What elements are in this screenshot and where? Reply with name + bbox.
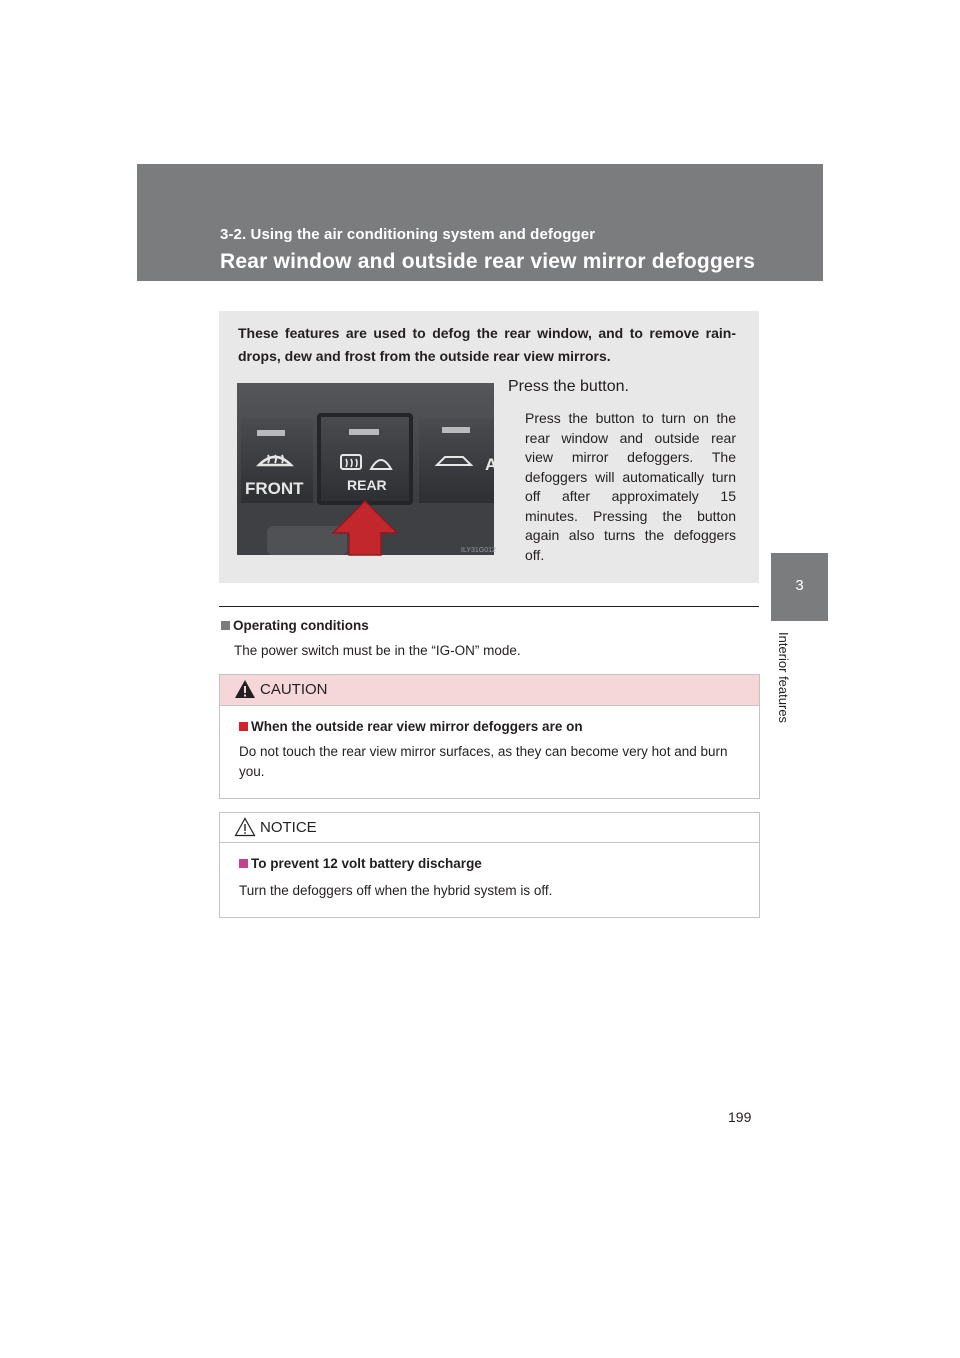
notice-text: Turn the defoggers off when the hybrid system is off.	[239, 883, 553, 898]
notice-label: NOTICE	[260, 819, 317, 836]
square-bullet-icon	[239, 722, 248, 731]
notice-subtitle	[239, 856, 482, 871]
chapter-tab	[771, 553, 828, 621]
caution-subtitle	[239, 719, 583, 734]
caution-text: Do not touch the rear view mirror surfaces, as they can become very hot and burn you.	[239, 744, 728, 779]
section-title: 3-2. Using the air conditioning system and defogger	[220, 226, 596, 243]
operating-conditions-title	[221, 618, 369, 633]
caution-box	[219, 674, 760, 799]
warning-triangle-icon	[234, 679, 256, 699]
chapter-label: Interior features	[776, 632, 791, 724]
operating-conditions-text: The power switch must be in the “IG-ON” mode.	[234, 643, 521, 658]
notice-header	[220, 813, 759, 843]
press-heading: Press the button.	[508, 378, 629, 395]
front-label: FRONT	[245, 479, 304, 498]
operating-title-text: Operating conditions	[233, 618, 369, 633]
caution-subtitle-text: When the outside rear view mirror defoggers are on	[251, 719, 583, 734]
square-bullet-icon	[221, 621, 230, 630]
square-bullet-icon	[239, 859, 248, 868]
press-description: Press the button to turn on the rear window and outside rear view mirror defoggers. The defoggers will automatically turn off after approximately 15 minutes. Pressing the button again also turns the defoggers off.	[525, 410, 736, 563]
notice-box	[219, 812, 760, 918]
page-title: Rear window and outside rear view mirror defoggers	[220, 250, 756, 273]
notice-triangle-icon	[234, 817, 256, 837]
caution-header	[220, 675, 759, 706]
chapter-number: 3	[795, 577, 804, 594]
image-code: ILY31G012	[461, 547, 496, 554]
intro-box	[219, 311, 759, 583]
notice-subtitle-text: To prevent 12 volt battery discharge	[251, 856, 482, 871]
defogger-panel-illustration	[237, 383, 498, 555]
intro-text: These features are used to defog the rear window, and to remove rain-drops, dew and frost from the outside rear view mirrors.	[238, 325, 736, 364]
page-header	[137, 164, 823, 281]
caution-label: CAUTION	[260, 681, 328, 698]
divider	[219, 606, 759, 607]
defogger-button-photo	[237, 383, 498, 555]
page-number: 199	[728, 1109, 752, 1125]
rear-label: REAR	[347, 477, 387, 493]
third-button-label: A	[485, 455, 498, 474]
